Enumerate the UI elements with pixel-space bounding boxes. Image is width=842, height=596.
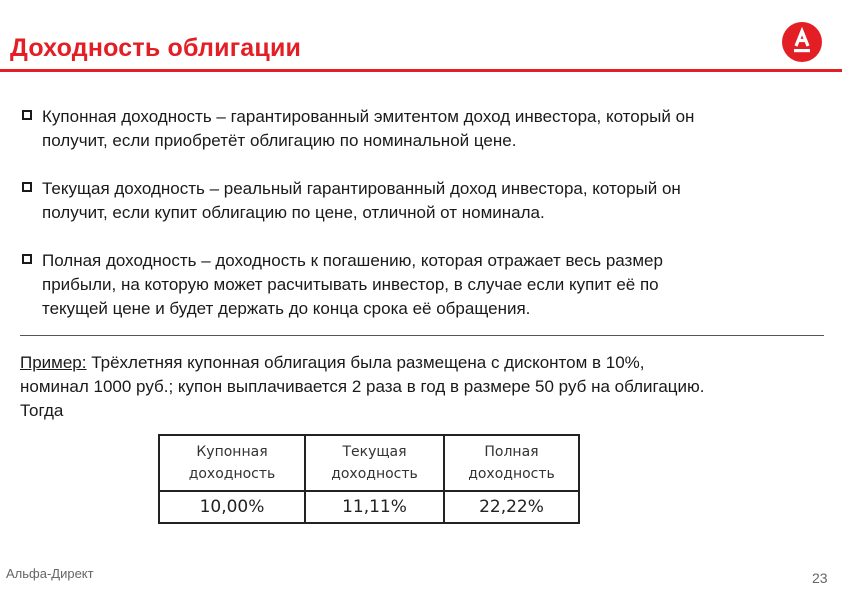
bullet-text-line: получит, если купит облигацию по цене, отличной от номинала. xyxy=(42,203,545,222)
bullet-text-line: получит, если приобретёт облигацию по номинальной цене. xyxy=(42,131,517,150)
table-header-row xyxy=(159,435,579,491)
table-value-cell: 11,11% xyxy=(305,491,444,523)
bullet-current-yield xyxy=(22,177,822,225)
bullet-text-line: Текущая доходность – реальный гарантированный доход инвестора, который он xyxy=(42,179,681,198)
table-value-cell: 22,22% xyxy=(444,491,579,523)
example-text-line: номинал 1000 руб.; купон выплачивается 2 раза в год в размере 50 руб на облигацию. xyxy=(20,377,705,396)
checkbox-bullet-icon xyxy=(22,110,32,120)
table-header-cell: Текущая доходность xyxy=(305,435,444,491)
bullet-text-line: Купонная доходность – гарантированный эмитентом доход инвестора, который он xyxy=(42,107,695,126)
title-underline xyxy=(0,69,842,72)
checkbox-bullet-icon xyxy=(22,254,32,264)
table-header-cell: Купонная доходность xyxy=(159,435,305,491)
page-number: 23 xyxy=(812,570,828,586)
bullet-text-line: прибыли, на которую может расчитывать инвестор, в случае если купит её по xyxy=(42,275,659,294)
example-paragraph xyxy=(20,351,835,423)
alfa-logo-icon xyxy=(782,22,822,62)
section-divider xyxy=(20,335,824,336)
table-row xyxy=(159,491,579,523)
footer-brand: Альфа-Директ xyxy=(6,566,94,581)
checkbox-bullet-icon xyxy=(22,182,32,192)
yield-results-table xyxy=(158,434,580,524)
example-text-line: Тогда xyxy=(20,401,64,420)
bullet-text-line: Полная доходность – доходность к погашению, которая отражает весь размер xyxy=(42,251,663,270)
bullet-full-yield xyxy=(22,249,822,321)
bullet-text-line: текущей цене и будет держать до конца срока её обращения. xyxy=(42,299,531,318)
table-value-cell: 10,00% xyxy=(159,491,305,523)
example-label: Пример: xyxy=(20,353,87,372)
slide-title: Доходность облигации xyxy=(10,34,302,62)
table-header-cell: Полная доходность xyxy=(444,435,579,491)
example-text-line: Трёхлетняя купонная облигация была размещена с дисконтом в 10%, xyxy=(86,353,645,372)
bullet-coupon-yield xyxy=(22,105,822,153)
